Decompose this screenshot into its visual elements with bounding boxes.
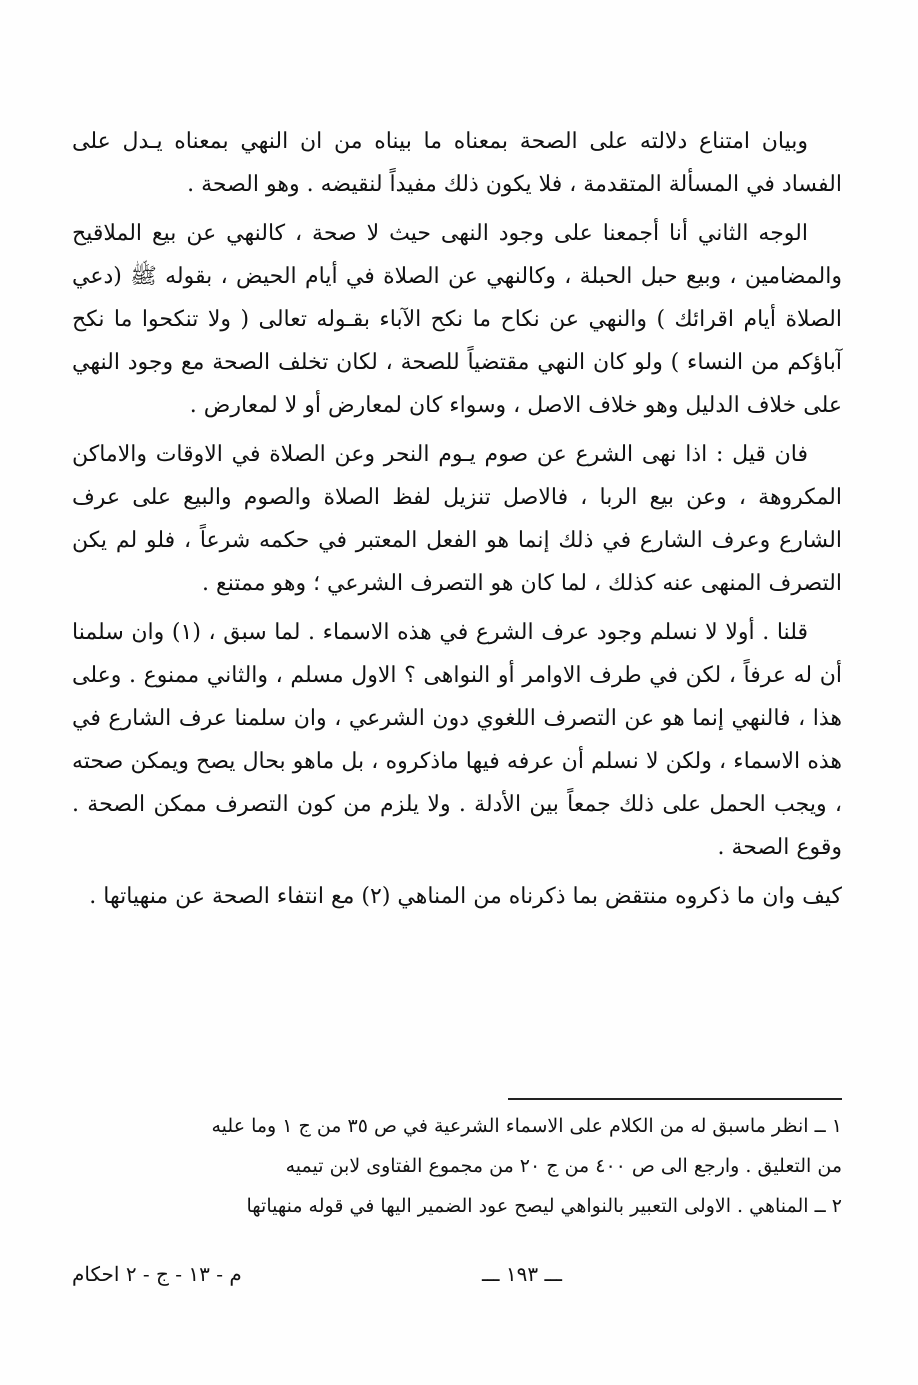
footnote-1: ١ ــ انظر ماسبق له من الكلام على الاسماء الشرعية في ص ٣٥ من ج ١ وما عليه [211,1115,842,1137]
paragraph-3: فان قيل : اذا نهى الشرع عن صوم يـوم النحر وعن الصلاة في الاوقات والاماكن المكروهة ، وعن بيع الربا ، فالاصل تنزيل لفظ الصلاة والصوم والبيع على عرف الشارع وعرف الشارع في ذلك إنما هو الفعل المعتبر في حكمه شرعاً ، فلو لم يكن التصرف المنهى عنه كذلك ، لما كان هو التصرف الشرعي ؛ وهو ممتنع . [72,442,842,596]
paragraph-1: وبيان امتناع دلالته على الصحة بمعناه ما بيناه من ان النهي بمعناه يـدل على الفساد في المسألة المتقدمة ، فلا يكون ذلك مفيداً لنقيضه . وهو الصحة . [72,129,842,197]
footnotes [72,1106,842,1226]
paragraph-2: الوجه الثاني أنا أجمعنا على وجود النهى حيث لا صحة ، كالنهي عن بيع الملاقيح والمضامين ، وبيع حبل الحبلة ، وكالنهي عن الصلاة في أيام الحيض ، بقوله ﷺ (دعي الصلاة أيام اقرائك ) والنهي عن نكاح ما نكح الآباء بقـوله تعالى ( ولا تنكحوا ما نكح آباؤكم من النساء ) ولو كان النهي مقتضياً للصحة ، لكان تخلف الصحة مع وجود النهي على خلاف الدليل وهو خلاف الاصل ، وسواء كان لمعارض أو لا لمعارض . [72,221,842,418]
footnote-divider [508,1098,842,1100]
printer-signature: م - ١٣ - ج - ٢ احكام [72,1262,242,1286]
footnote-1-continued: من التعليق . وارجع الى ص ٤٠٠ من ج ٢٠ من مجموع الفتاوى لابن تيميه [285,1155,842,1177]
footnote-2: ٢ ــ المناهي . الاولى التعبير بالنواهي ليصح عود الضمير اليها في قوله منهياتها [246,1195,842,1217]
paragraph-4: قلنا . أولا لا نسلم وجود عرف الشرع في هذه الاسماء . لما سبق ، (١) وان سلمنا أن له عرفاً ، لكن في طرف الاوامر أو النواهى ؟ الاول مسلم ، والثاني ممنوع . وعلى هذا ، فالنهي إنما هو عن التصرف اللغوي دون الشرعي ، وان سلمنا عرف الشارع في هذه الاسماء ، ولكن لا نسلم أن عرفه فيها ماذكروه ، بل ماهو بحال يصح ويمكن صحته ، ويجب الحمل على ذلك جمعاً بين الأدلة . ولا يلزم من كون التصرف ممكن الصحة . وقوع الصحة . [72,620,843,860]
main-text [72,120,842,924]
paragraph-5: كيف وان ما ذكروه منتقض بما ذكرناه من المناهي (٢) مع انتفاء الصحة عن منهياتها . [89,884,842,909]
page-number: ـــ ١٩٣ ـــ [481,1262,563,1286]
page-footer [72,1252,842,1296]
